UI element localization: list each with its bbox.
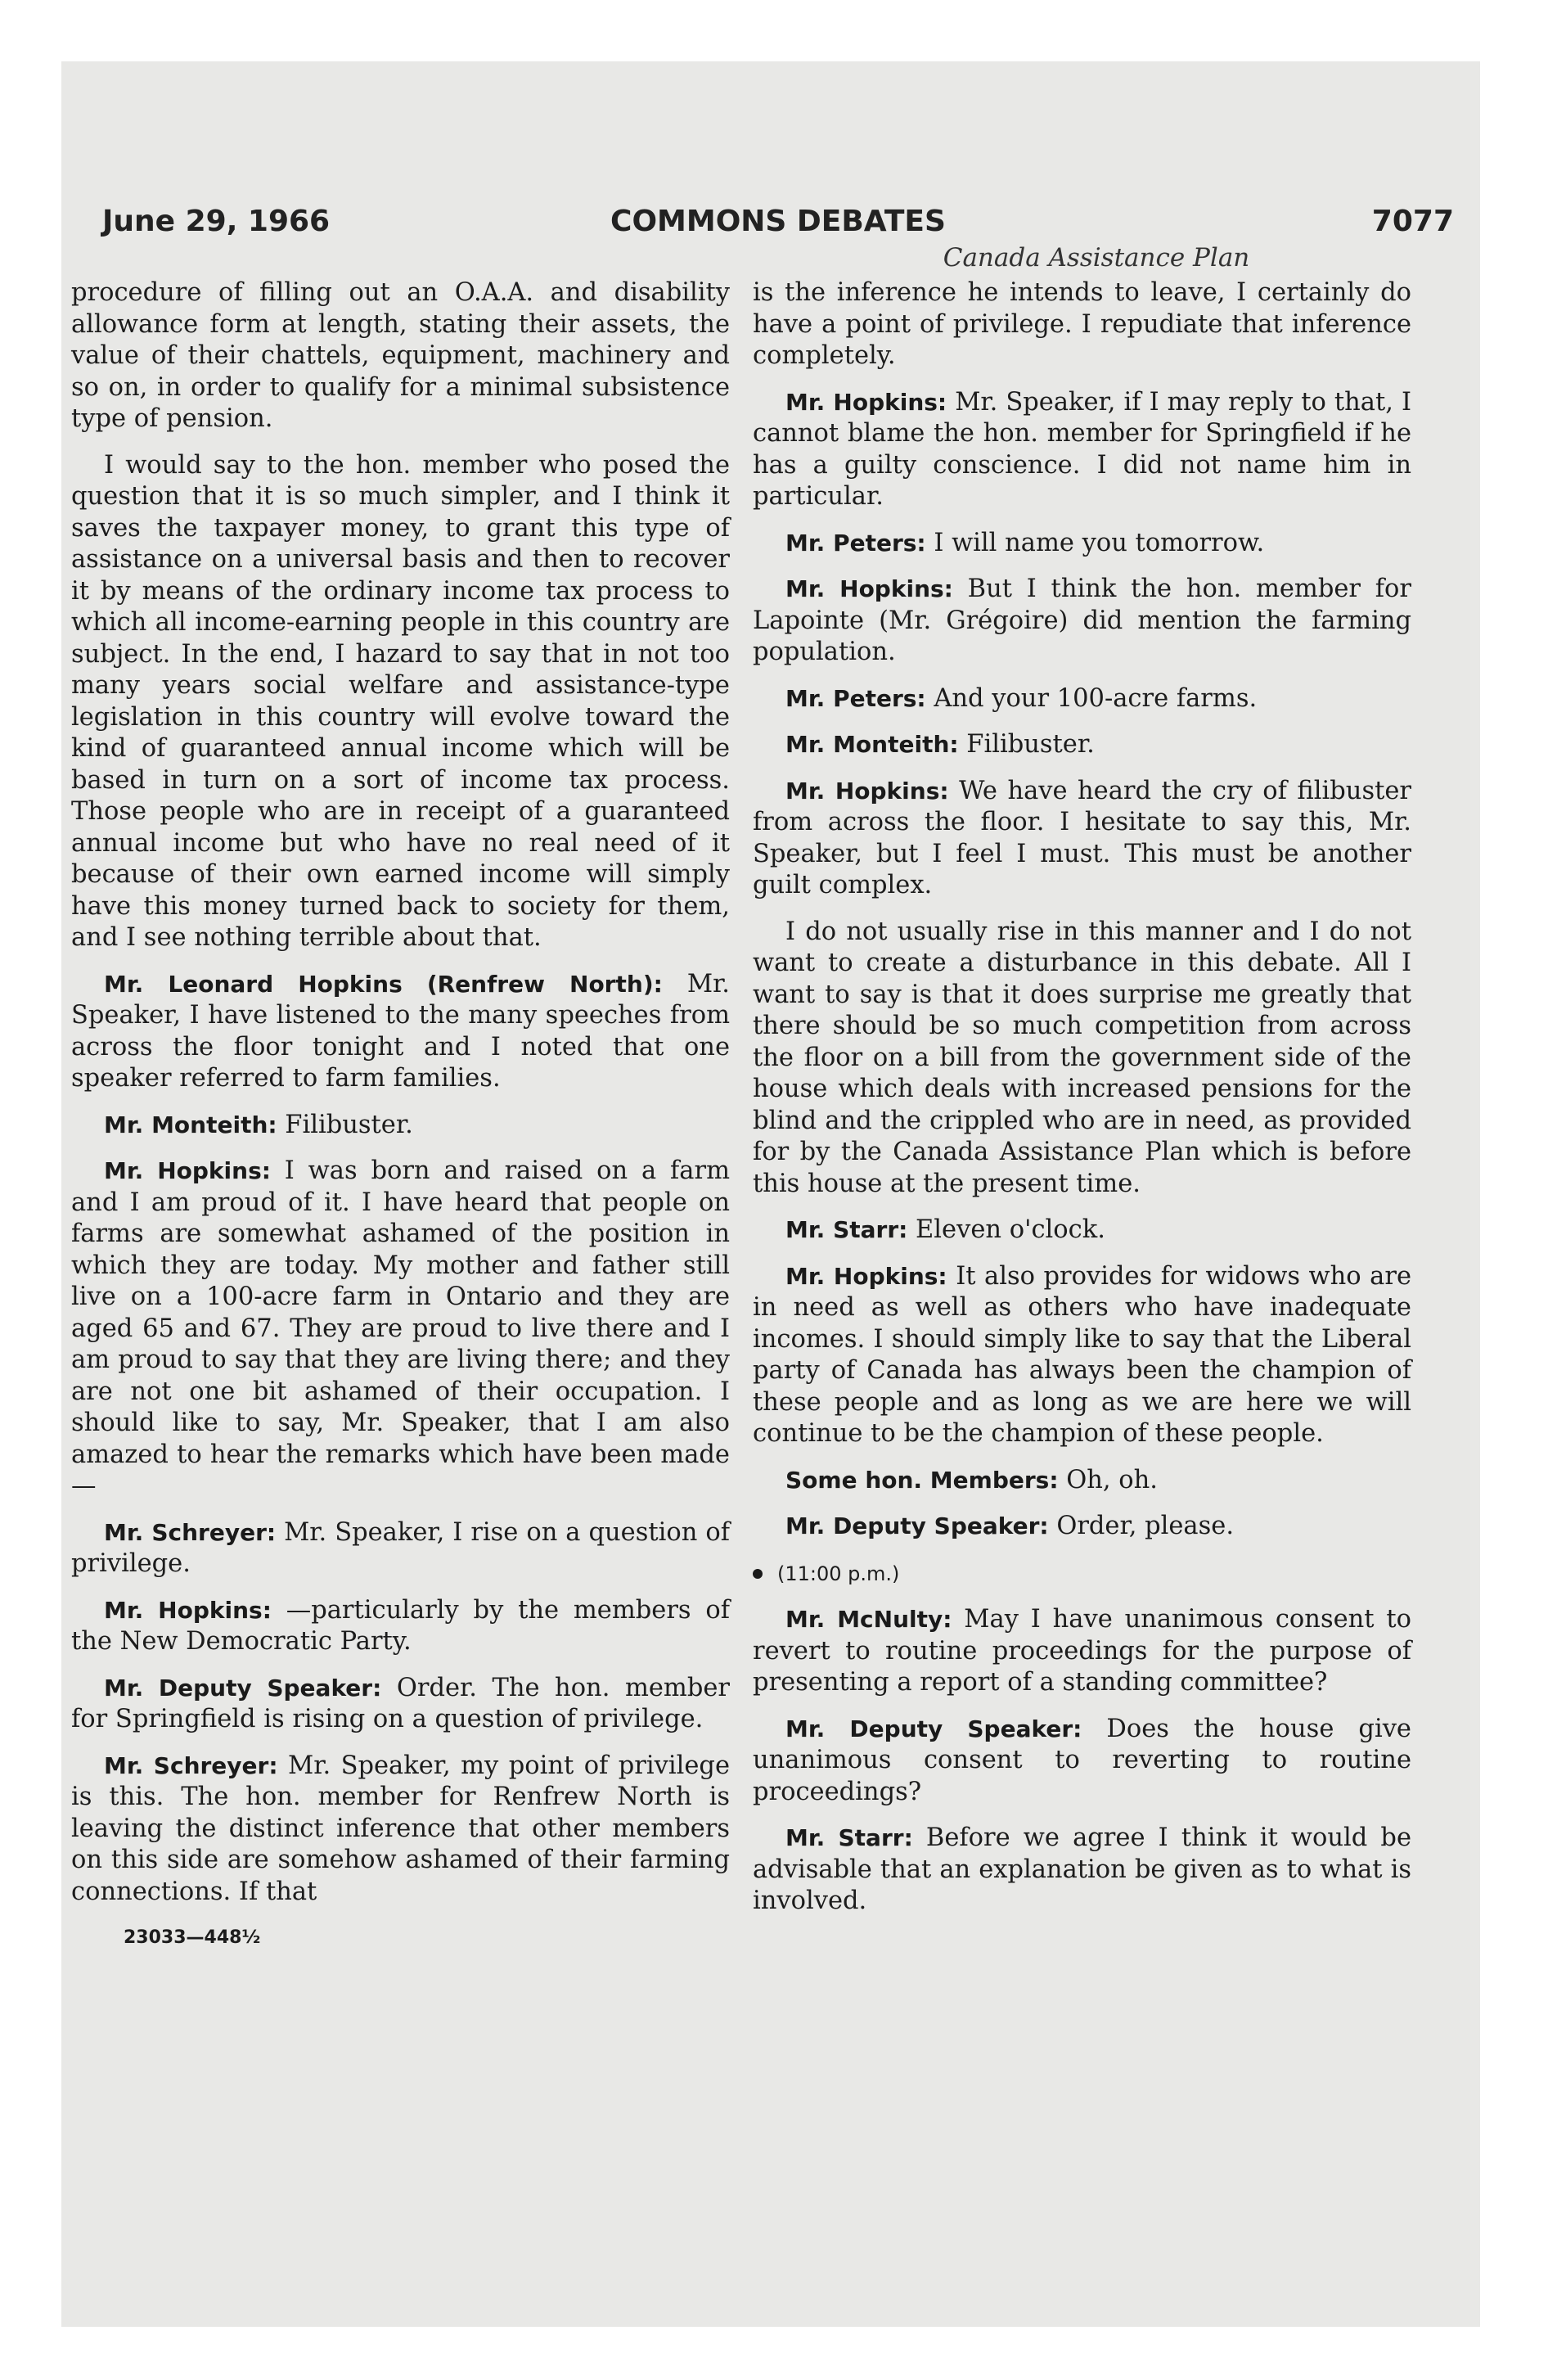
speaker-name: Mr. Schreyer: <box>104 1751 278 1779</box>
debate-paragraph <box>71 1751 730 1909</box>
debate-paragraph <box>753 387 1411 513</box>
speech-text: I do not usually rise in this manner and I do not want to create a disturbance in this debate. All I want to say is that it does surprise me greatly that there should be so much competition from across the floor on a bill from the government side of the house which deals with increased pensions for the blind and the crippled who are in need, as provided for by the Canada Assistance Plan which is before this house at the present time. <box>753 917 1411 1198</box>
debate-paragraph <box>753 574 1411 669</box>
debate-paragraph <box>753 1215 1411 1246</box>
footer-code: 23033—448½ <box>124 1927 261 1948</box>
speech-text: Before we agree I think it would be advisable that an explanation be given as to what is involved. <box>753 1823 1411 1915</box>
speaker-name: Some hon. Members: <box>785 1466 1059 1494</box>
speaker-name: Mr. Monteith: <box>785 731 959 758</box>
debate-paragraph <box>71 1517 730 1580</box>
left-column <box>71 277 730 1954</box>
debate-paragraph <box>753 277 1411 372</box>
speaker-name: Mr. Starr: <box>785 1216 908 1243</box>
speech-text: I was born and raised on a farm and I am proud of it. I have heard that people on farms are somewhat ashamed of the position in which they are today. My mother and father still live on a 100-acre farm in Ontario and they are aged 65 and 67. They are proud to live there and I am proud to say that they are living there; and they are not one bit ashamed of their occupation. I should like to say, Mr. Speaker, that I am also amazed to hear the remarks which have been made— <box>71 1156 730 1500</box>
speech-text: I would say to the hon. member who posed the question that it is so much simpler, and I think it saves the taxpayer money, to grant this type of assistance on a universal basis and then to recover it by means of the ordinary income tax process to which all income-earning people in this country are subject. In the end, I hazard to say that in not too many years social welfare and assistance-type legislation in this country will evolve toward the kind of guaranteed annual income which will be based in turn on a sort of income tax process. Those people who are in receipt of a guaranteed annual income but who have no real need of it because of their own earned income will simply have this money turned back to society for them, and I see nothing terrible about that. <box>71 450 730 952</box>
speech-text: It also provides for widows who are in need as well as others who have inadequate incomes. I should simply like to say that the Liberal party of Canada has always been the champion of these people and as long as we are here we will continue to be the champion of these people. <box>753 1261 1411 1448</box>
speech-text: Eleven o'clock. <box>916 1215 1105 1244</box>
speech-text: And your 100-acre farms. <box>934 683 1258 713</box>
speaker-name: Mr. Starr: <box>785 1824 913 1851</box>
debate-paragraph <box>71 450 730 954</box>
debate-paragraph <box>753 1823 1411 1918</box>
speech-text: Does the house give unanimous consent to reverting to routine proceedings? <box>753 1714 1411 1806</box>
speaker-name: Mr. Monteith: <box>104 1111 277 1138</box>
section-subtitle: Canada Assistance Plan <box>943 243 1250 273</box>
header-date: June 29, 1966 <box>102 205 331 238</box>
speaker-name: Mr. McNulty: <box>785 1606 952 1633</box>
speaker-name: Mr. Hopkins: <box>785 575 953 602</box>
speaker-name: Mr. Schreyer: <box>104 1518 277 1546</box>
debate-paragraph <box>753 917 1411 1201</box>
header-title: COMMONS DEBATES <box>610 205 946 238</box>
speaker-name: Mr. Hopkins: <box>104 1596 272 1624</box>
debate-paragraph <box>71 1110 730 1142</box>
speech-text: is the inference he intends to leave, I certainly do have a point of privilege. I repudiate that inference completely. <box>753 278 1411 370</box>
debate-paragraph <box>753 1511 1411 1543</box>
bullet-icon <box>753 1569 763 1579</box>
speech-text: Oh, oh. <box>1066 1465 1158 1494</box>
speech-text: We have heard the cry of filibuster from across the floor. I hesitate to say this, Mr. Speaker, but I feel I must. This must be another guilt complex. <box>753 776 1411 899</box>
speech-text: But I think the hon. member for Lapointe (Mr. Grégoire) did mention the farming population. <box>753 575 1411 666</box>
speaker-name: Mr. Hopkins: <box>785 1262 947 1290</box>
speaker-name: Mr. Deputy Speaker: <box>785 1715 1082 1742</box>
timestamp-text: (11:00 p.m.) <box>777 1562 900 1585</box>
speech-text: Filibuster. <box>966 730 1095 759</box>
speaker-name: Mr. Hopkins: <box>785 777 949 805</box>
debate-paragraph <box>71 1673 730 1736</box>
debate-paragraph <box>753 1557 1411 1590</box>
speech-text: Mr. Speaker, my point of privilege is this. The hon. member for Renfrew North is leaving the distinct inference that other members on this side are somehow ashamed of their farming connections. If that <box>71 1751 730 1906</box>
speaker-name: Mr. Hopkins: <box>785 388 947 416</box>
debate-paragraph <box>71 969 730 1095</box>
debate-paragraph <box>753 729 1411 761</box>
speaker-name: Mr. Peters: <box>785 684 926 712</box>
speaker-name: Mr. Hopkins: <box>104 1157 271 1184</box>
right-column <box>753 277 1411 1932</box>
speech-text: I will name you tomorrow. <box>934 528 1265 557</box>
page-sheet <box>61 61 1480 2327</box>
debate-paragraph <box>753 683 1411 715</box>
speech-text: —particularly by the members of the New Democratic Party. <box>71 1595 730 1656</box>
speaker-name: Mr. Peters: <box>785 529 926 557</box>
speech-text: Mr. Speaker, I have listened to the many speeches from across the floor tonight and I noted that one speaker referred to farm families. <box>71 969 730 1093</box>
speaker-name: Mr. Deputy Speaker: <box>104 1674 382 1702</box>
speech-text: Order. The hon. member for Springfield is rising on a question of privilege. <box>71 1673 730 1733</box>
speech-text: Mr. Speaker, if I may reply to that, I cannot blame the hon. member for Springfield if he has a guilty conscience. I did not name him in particular. <box>753 387 1412 511</box>
debate-paragraph <box>753 528 1411 560</box>
speech-text: procedure of filling out an O.A.A. and disability allowance form at length, stating their assets, the value of their chattels, equipment, machinery and so on, in order to qualify for a minimal subsistence type of pension. <box>71 278 730 433</box>
debate-paragraph <box>71 1156 730 1503</box>
debate-paragraph <box>71 277 730 435</box>
debate-paragraph <box>71 1595 730 1658</box>
speaker-name: Mr. Leonard Hopkins (Renfrew North): <box>104 970 663 998</box>
debate-paragraph <box>753 1604 1411 1699</box>
debate-paragraph <box>753 1465 1411 1497</box>
debate-paragraph <box>753 776 1411 902</box>
speech-text: May I have unanimous consent to revert to routine proceedings for the purpose of presenting a report of a standing committee? <box>753 1605 1411 1697</box>
debate-paragraph <box>753 1261 1411 1450</box>
speech-text: Mr. Speaker, I rise on a question of privilege. <box>71 1517 730 1578</box>
speaker-name: Mr. Deputy Speaker: <box>785 1512 1049 1539</box>
speech-text: Order, please. <box>1056 1512 1235 1540</box>
speech-text: Filibuster. <box>285 1110 413 1139</box>
header-page-number: 7077 <box>1371 205 1454 238</box>
debate-paragraph <box>753 1714 1411 1809</box>
